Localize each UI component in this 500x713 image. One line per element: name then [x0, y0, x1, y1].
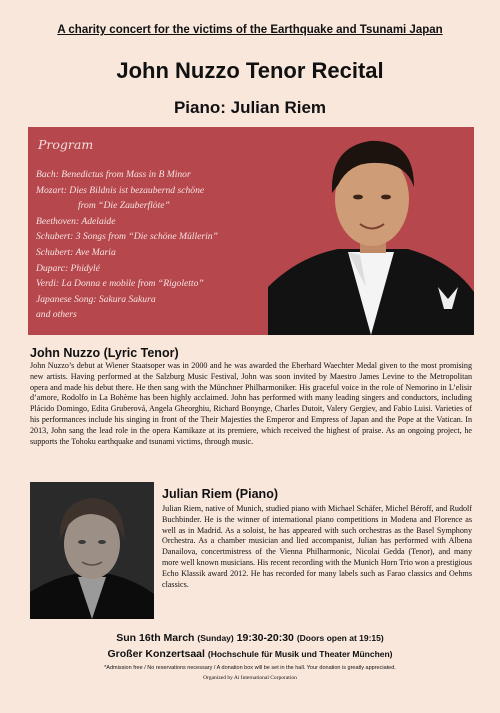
- program-item: Schubert: 3 Songs from “Die schöne Müllerin”: [36, 231, 218, 243]
- program-item: Beethoven: Adelaide: [36, 215, 116, 227]
- tenor-bio: John Nuzzo’s debut at Wiener Staatsoper was in 2000 and he was awarded the Eberhard Waechter Medal given to the most promising new artists. Having performed at the Salzburg Music Festival, John was soon invited by Maestro James Levine to the Metropolitan opera and made his debut there. He then sang with the Münchner Philharmoniker. His graceful voice in the role of Nemorino in L’elisir d’amore, Rodolfo in La Bohème has been highly acclaimed. John has performed with many leading singers and conductors, including Plácido Domingo, Edita Gruberová, Angela Gheorghiu, Richard Bonynge, Charles Dutoit, Valery Gergiev, and Fabio Luisi. Varieties of his performances include his singing in front of the Their Majesties the Emperor and Empress of Japan and the Pope at the Vatican. In 2013, John sang the lead role in the opera Kamikaze at its premiere, which received the highest of praise. As an ongoing project, he supports the Tohoku earthquake and tsunami victims, through music.: [30, 361, 472, 446]
- program-item: Japanese Song: Sakura Sakura: [36, 293, 156, 305]
- event-time: 19:30-20:30: [236, 632, 294, 644]
- program-item: Duparc: Phidylé: [36, 262, 100, 274]
- event-doors: (Doors open at 19:15): [296, 633, 384, 643]
- program-item: Mozart: Dies Bildnis ist bezaubernd schöne: [36, 184, 205, 196]
- organizer-credit: Organized by Ai International Corporation: [203, 675, 297, 681]
- pianist-bio: Julian Riem, native of Munich, studied piano with Michael Schäfer, Michel Béroff, and Rudolf Buchbinder. He is the winner of international piano competitions in Modena and Florence as well as in Madrid. As a soloist, he has appeared with such orchestras as the Basel Symphony Orchestra. As a chamber musician and lied accompanist, Julian has performed with Albena Danailova, concertmistress of the Vienna Philharmonic, Nicolai Gedda (Tenor), and many more well known musicians. His recent recording with the Munich Horn Trio won a prestigious Echo Klassik award 2012. He has recorded for many labels such as Farao classics and Oehms classics.: [162, 504, 472, 589]
- venue-detail: (Hochschule für Musik und Theater München): [207, 649, 393, 659]
- event-datetime: [0, 632, 500, 644]
- pianist-heading: Julian Riem (Piano): [162, 487, 278, 501]
- program-heading: Program: [38, 137, 94, 152]
- pianist-photo-graphic: [30, 482, 154, 619]
- event-venue: [0, 648, 500, 660]
- program-list: [36, 167, 218, 323]
- tenor-portrait-photo: [268, 127, 474, 335]
- charity-tagline: A charity concert for the victims of the Earthquake and Tsunami Japan: [57, 24, 443, 36]
- tenor-heading: John Nuzzo (Lyric Tenor): [30, 346, 179, 360]
- admission-note: *Admission free / No reservations necessary / A donation box will be set in the hall. Your donation is greatly appreciated.: [104, 665, 396, 671]
- program-item: and others: [36, 309, 77, 321]
- program-panel: [28, 127, 474, 335]
- pianist-portrait-photo: [30, 482, 154, 619]
- program-item: Schubert: Ave Maria: [36, 246, 116, 258]
- program-item: Bach: Benedictus from Mass in B Minor: [36, 169, 191, 180]
- program-item: from “Die Zauberflöte”: [78, 200, 170, 212]
- venue-name: Großer Konzertsaal: [107, 648, 205, 660]
- recital-title: John Nuzzo Tenor Recital: [116, 58, 384, 83]
- program-item: Verdi: La Donna e mobile from “Rigoletto”: [36, 278, 204, 290]
- event-weekday: (Sunday): [197, 633, 234, 643]
- pianist-subtitle: Piano: Julian Riem: [173, 98, 327, 117]
- event-date: Sun 16th March: [116, 632, 195, 644]
